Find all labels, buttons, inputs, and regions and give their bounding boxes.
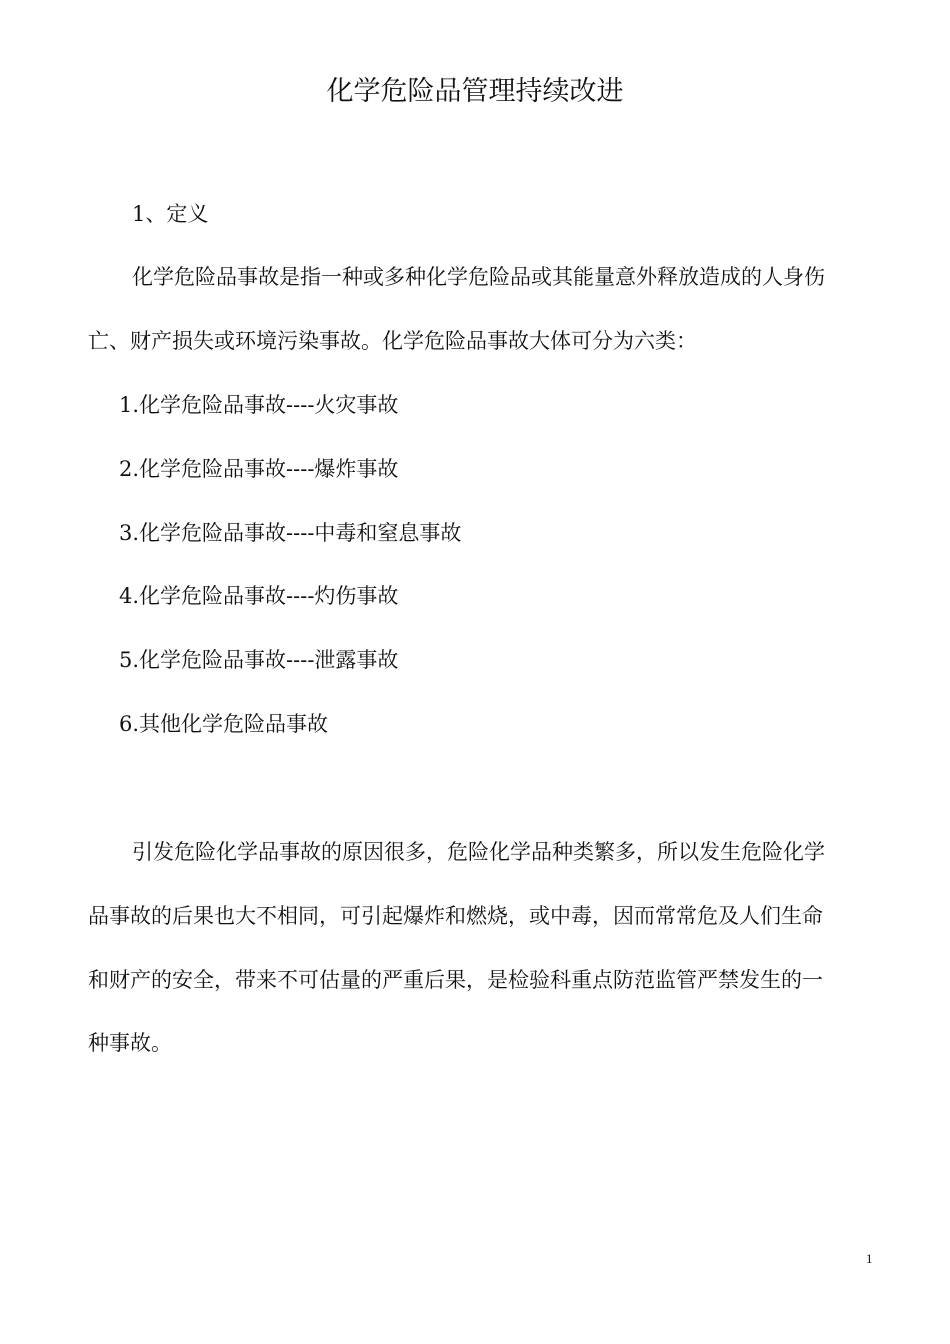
list-item: 6.其他化学危险品事故 (119, 712, 329, 736)
paragraph-line: 品事故的后果也大不相同，可引起爆炸和燃烧，或中毒，因而常常危及人们生命 (88, 904, 823, 928)
paragraph-line: 化学危险品事故是指一种或多种化学危险品或其能量意外释放造成的人身伤 (132, 265, 825, 289)
page-number: 1 (866, 1251, 873, 1266)
paragraph-line: 亡、财产损失或环境污染事故。化学危险品事故大体可分为六类： (88, 329, 697, 353)
list-item: 4.化学危险品事故----灼伤事故 (119, 584, 399, 608)
paragraph-line: 引发危险化学品事故的原因很多，危险化学品种类繁多，所以发生危险化学 (132, 840, 825, 864)
paragraph-line: 种事故。 (88, 1031, 172, 1055)
document-title: 化学危险品管理持续改进 (326, 76, 624, 107)
list-item: 3.化学危险品事故----中毒和窒息事故 (119, 521, 462, 545)
list-item: 2.化学危险品事故----爆炸事故 (119, 457, 399, 481)
list-item: 1.化学危险品事故----火灾事故 (119, 393, 399, 417)
section-heading-definition: 1、定义 (132, 202, 209, 226)
paragraph-line: 和财产的安全，带来不可估量的严重后果，是检验科重点防范监管严禁发生的一 (88, 968, 823, 992)
list-item: 5.化学危险品事故----泄露事故 (119, 648, 399, 672)
